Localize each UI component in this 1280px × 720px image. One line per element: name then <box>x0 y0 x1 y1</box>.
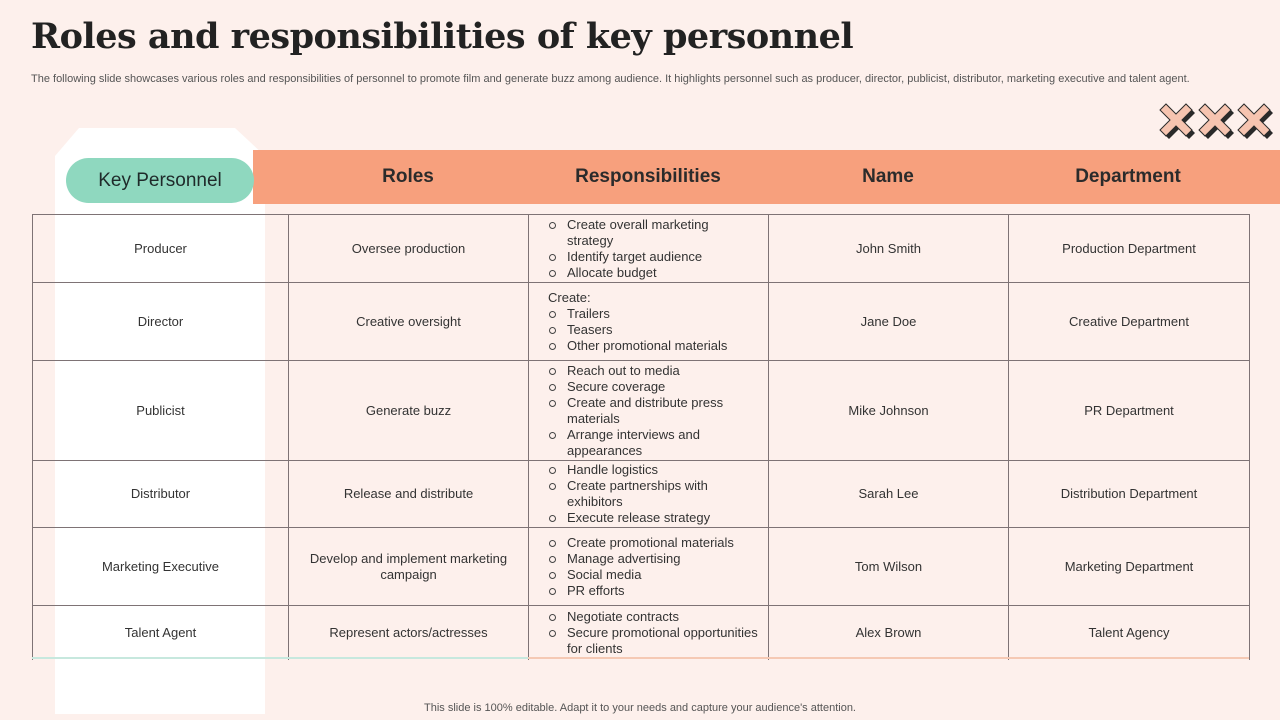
responsibilities-cell <box>529 361 769 461</box>
responsibilities-lead: Create: <box>548 289 591 305</box>
personnel-cell: Talent Agent <box>33 606 289 660</box>
table-row <box>33 528 1250 606</box>
key-personnel-header <box>66 158 254 203</box>
decorative-crosses-icon <box>1158 103 1274 139</box>
responsibility-item: Reach out to media <box>548 363 758 379</box>
responsibility-item: Trailers <box>548 306 758 322</box>
responsibilities-cell <box>529 461 769 528</box>
roles-header: Roles <box>382 166 434 187</box>
personnel-cell: Producer <box>33 215 289 283</box>
responsibilities-list <box>548 363 758 459</box>
page-title: Roles and responsibilities of key personnel <box>31 16 854 57</box>
name-cell: Mike Johnson <box>769 361 1009 461</box>
role-cell: Release and distribute <box>289 461 529 528</box>
table-row <box>33 606 1250 660</box>
responsibilities-list <box>548 462 758 526</box>
responsibility-item: Manage advertising <box>548 551 758 567</box>
responsibility-item: Social media <box>548 567 758 583</box>
responsibility-item: Create overall marketing strategy <box>548 217 758 249</box>
responsibilities-list <box>548 306 758 354</box>
personnel-cell: Distributor <box>33 461 289 528</box>
role-cell: Oversee production <box>289 215 529 283</box>
responsibility-item: Other promotional materials <box>548 338 758 354</box>
responsibility-item: Execute release strategy <box>548 510 758 526</box>
department-cell: Distribution Department <box>1009 461 1250 528</box>
table-bottom-line-green <box>32 657 528 659</box>
role-cell: Generate buzz <box>289 361 529 461</box>
responsibility-item: Arrange interviews and appearances <box>548 427 758 459</box>
department-cell: Talent Agency <box>1009 606 1250 660</box>
department-header: Department <box>1075 166 1181 187</box>
department-cell: PR Department <box>1009 361 1250 461</box>
responsibilities-cell <box>529 215 769 283</box>
responsibility-item: Teasers <box>548 322 758 338</box>
role-cell: Develop and implement marketing campaign <box>289 528 529 606</box>
table-row <box>33 361 1250 461</box>
personnel-cell: Publicist <box>33 361 289 461</box>
personnel-cell: Director <box>33 283 289 361</box>
responsibilities-cell <box>529 528 769 606</box>
cross-icon-3 <box>1238 104 1273 139</box>
responsibility-item: Secure promotional opportunities for clients <box>548 625 758 657</box>
department-cell: Creative Department <box>1009 283 1250 361</box>
name-cell: Alex Brown <box>769 606 1009 660</box>
responsibilities-list <box>548 217 758 281</box>
key-personnel-label: Key Personnel <box>98 169 222 191</box>
responsibility-item: Create promotional materials <box>548 535 758 551</box>
name-cell: Sarah Lee <box>769 461 1009 528</box>
responsibilities-list <box>548 535 758 599</box>
cross-icon-1 <box>1160 104 1195 139</box>
responsibility-item: Allocate budget <box>548 265 758 281</box>
cross-icon-2 <box>1199 104 1234 139</box>
responsibility-item: Identify target audience <box>548 249 758 265</box>
personnel-cell: Marketing Executive <box>33 528 289 606</box>
table-bottom-line-orange <box>528 657 1249 659</box>
footer-note: This slide is 100% editable. Adapt it to your needs and capture your audience's attention. <box>424 702 856 714</box>
name-cell: John Smith <box>769 215 1009 283</box>
department-cell: Marketing Department <box>1009 528 1250 606</box>
responsibility-item: Negotiate contracts <box>548 609 758 625</box>
table-row <box>33 461 1250 528</box>
table-row <box>33 283 1250 361</box>
personnel-table <box>32 214 1250 660</box>
responsibility-item: PR efforts <box>548 583 758 599</box>
page-subtitle: The following slide showcases various roles and responsibilities of personnel to promote film and generate buzz among audience. It highlights personnel such as producer, director, publicist, distributor, marketing executive and talent agent. <box>31 73 1190 85</box>
name-cell: Tom Wilson <box>769 528 1009 606</box>
role-cell: Creative oversight <box>289 283 529 361</box>
responsibilities-cell <box>529 283 769 361</box>
department-cell: Production Department <box>1009 215 1250 283</box>
responsibility-item: Create and distribute press materials <box>548 395 758 427</box>
role-cell: Represent actors/actresses <box>289 606 529 660</box>
table-row <box>33 215 1250 283</box>
responsibilities-list <box>548 609 758 657</box>
name-header: Name <box>862 166 914 187</box>
responsibilities-header: Responsibilities <box>575 166 721 187</box>
name-cell: Jane Doe <box>769 283 1009 361</box>
responsibility-item: Handle logistics <box>548 462 758 478</box>
responsibility-item: Create partnerships with exhibitors <box>548 478 758 510</box>
responsibilities-cell <box>529 606 769 660</box>
responsibility-item: Secure coverage <box>548 379 758 395</box>
